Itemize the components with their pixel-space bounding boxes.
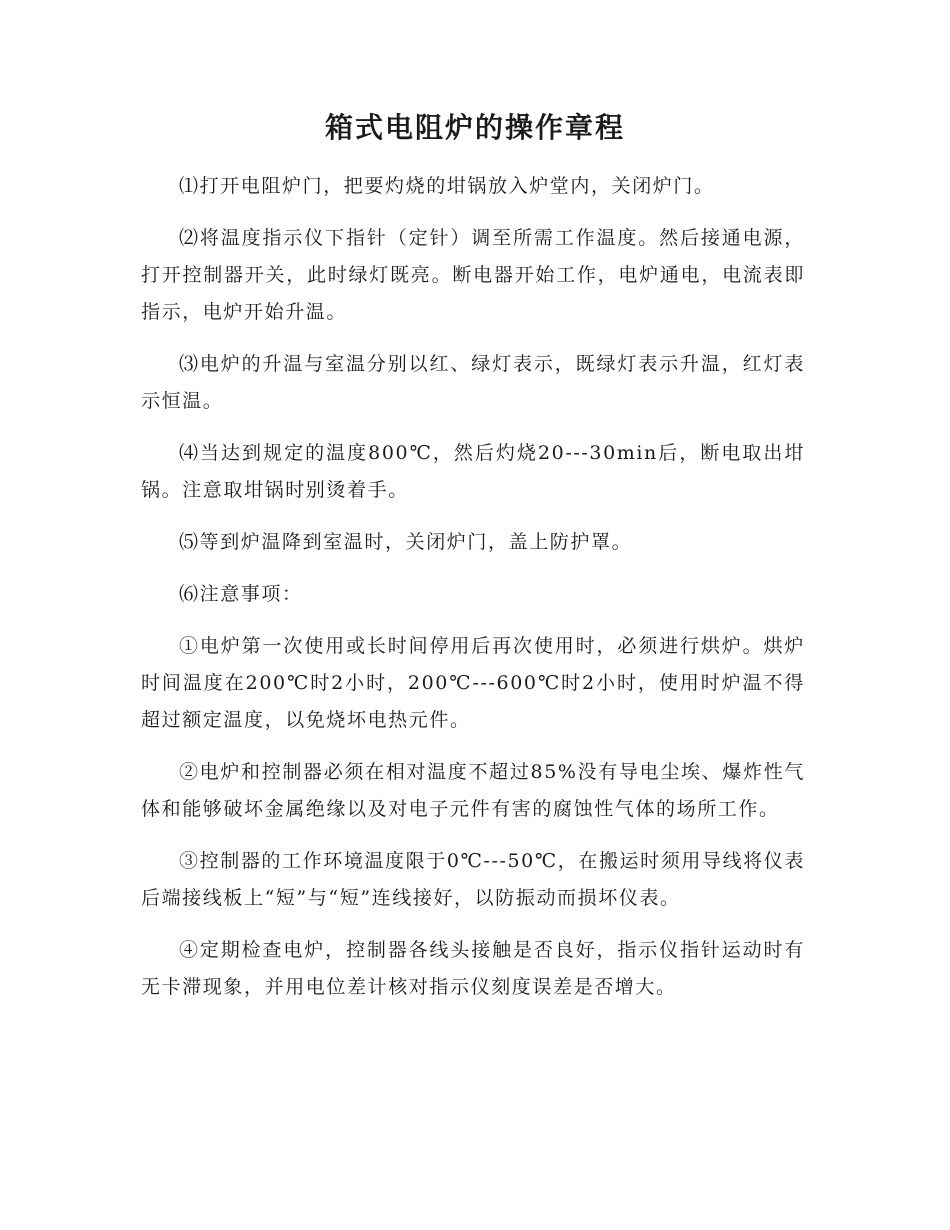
document-body (141, 168, 805, 1021)
paragraph-step-5: ⑸等到炉温降到室温时，关闭炉门，盖上防护罩。 (179, 531, 633, 553)
document-title: 箱式电阻炉的操作章程 (324, 111, 625, 144)
paragraph-note-2: ②电炉和控制器必须在相对温度不超过85%没有导电尘埃、爆炸性气体和能够破坏金属绝缘以及对电子元件有害的腐蚀性气体的场所工作。 (141, 761, 805, 820)
paragraph-step-6-heading: ⑹注意事项： (179, 583, 303, 605)
paragraph-note-4: ④定期检查电炉，控制器各线头接触是否良好，指示仪指针运动时有无卡滞现象，并用电位差计核对指示仪刻度误差是否增大。 (141, 939, 805, 998)
paragraph-note-1: ①电炉第一次使用或长时间停用后再次使用时，必须进行烘炉。烘炉时间温度在200℃时2小时，200℃---600℃时2小时，使用时炉温不得超过额定温度，以免烧坏电热元件。 (141, 635, 805, 731)
paragraph-step-3: ⑶电炉的升温与室温分别以红、绿灯表示，既绿灯表示升温，红灯表示恒温。 (141, 353, 805, 412)
paragraph-step-2: ⑵将温度指示仪下指针（定针）调至所需工作温度。然后接通电源，打开控制器开关，此时绿灯既亮。断电器开始工作，电炉通电，电流表即指示，电炉开始升温。 (141, 227, 805, 323)
paragraph-step-4: ⑷当达到规定的温度800℃，然后灼烧20---30min后，断电取出坩锅。注意取坩锅时别烫着手。 (141, 442, 805, 501)
paragraph-note-3: ③控制器的工作环境温度限于0℃---50℃，在搬运时须用导线将仪表后端接线板上“短”与“短”连线接好，以防振动而损坏仪表。 (141, 850, 805, 909)
paragraph-step-1: ⑴打开电阻炉门，把要灼烧的坩锅放入炉堂内，关闭炉门。 (179, 175, 715, 197)
